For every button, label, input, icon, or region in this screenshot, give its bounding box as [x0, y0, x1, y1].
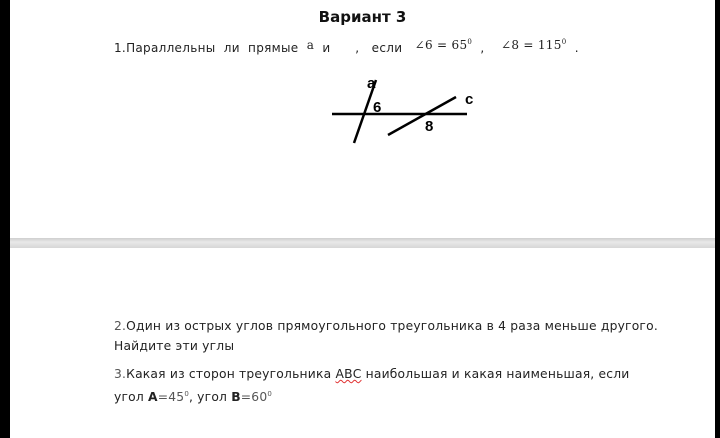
label-c: с: [465, 91, 474, 108]
task-2-line-2: Найдите эти углы: [114, 339, 235, 353]
angle-label-6: 6: [373, 99, 382, 116]
task-1-word: ли: [223, 41, 240, 55]
task-3-text: Какая из сторон треугольника: [126, 367, 336, 381]
task-3-number: 3.: [114, 367, 127, 381]
line-a-symbol: а: [306, 38, 315, 52]
task-1: [114, 38, 579, 55]
task-1-word: Параллельны: [126, 41, 216, 55]
line-c: [388, 97, 456, 135]
angle-8-condition: ∠8 = $115^0$: [501, 38, 567, 52]
page-separator: [10, 238, 715, 248]
variant-title: Вариант 3: [318, 8, 407, 26]
task-1-word: прямые: [248, 41, 299, 55]
angle-a-letter: А: [148, 390, 158, 405]
triangle-abc: АВС: [335, 367, 362, 381]
document-page-1: [10, 0, 715, 238]
task-1-word: если: [371, 41, 403, 55]
task-1-word: и: [322, 41, 331, 55]
task-3-line-2: угол $А=45^0$, угол $В=60^0$: [114, 390, 273, 405]
task-2: [114, 316, 686, 356]
task-2-number: 2.: [114, 319, 127, 333]
parallel-lines-figure: [330, 72, 480, 147]
angle-6-condition: ∠6 = $65^0$: [414, 38, 473, 52]
angle-label-8: 8: [425, 118, 434, 135]
label-a: а: [367, 75, 376, 92]
task-1-comma: ,: [355, 41, 360, 55]
angle-b-letter: В: [231, 390, 241, 405]
task-3: [114, 364, 686, 407]
task-1-dot: .: [574, 41, 579, 55]
task-3-text: наибольшая и какая наименьшая, если: [361, 367, 630, 381]
document-page-2: [10, 248, 715, 438]
task-1-number: 1.: [114, 41, 127, 55]
task-2-line-1: Один из острых углов прямоугольного треугольника в 4 раза меньше другого.: [126, 319, 658, 333]
task-1-comma: ,: [480, 41, 485, 55]
